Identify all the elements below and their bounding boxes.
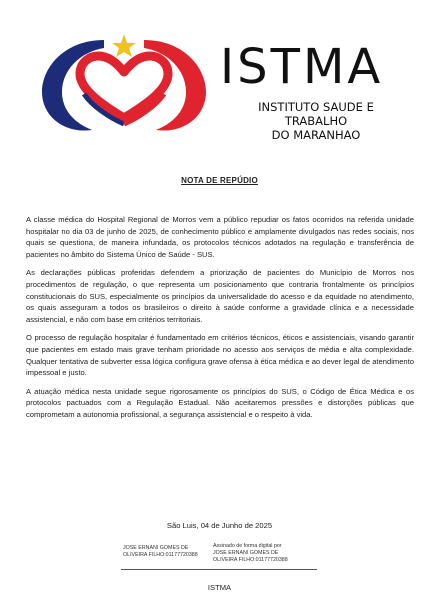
paragraph-2: As declarações públicas proferidas defendem a priorização de pacientes do Município de Morros nos procedimentos de regulação, o que representa um posicionamento que contraria frontalmente os princípios constitucionais do SUS, especialmente os princípios da universalidade do acesso e da equidade no atendimento, os quais asseguram a todos os brasileiros o direito à saúde conforme a gravidade clínica e a necessidade assistencial, e não com base em critérios territoriais. (26, 268, 414, 324)
signature-name (123, 545, 198, 559)
paragraph-1: A classe médica do Hospital Regional de Morros vem a público repudiar os fatos ocorridos na referida unidade hospitalar no dia 03 de junho de 2025, de conhecimento público e amplamente divulgados nas redes sociais, nos quais se questiona, de maneira infundada, os protocolos técnicos adotados na regulação e transferência de pacientes no âmbito do Sistema Único de Saúde - SUS. (26, 215, 414, 259)
letterhead (0, 0, 439, 150)
brand-name: ISTMA (220, 39, 384, 95)
signature-line (121, 569, 317, 570)
footer-label: ISTMA (207, 583, 232, 592)
signature-name-line2: OLIVEIRA FILHO:01177720388 (123, 552, 198, 558)
paragraph-4: A atuação médica nesta unidade segue rigorosamente os princípios do SUS, o Código de Ética Médica e os protocolos pactuados com a Regulação Estadual. Não aceitaremos pressões e distorções públicas que comprometam a autonomia profissional, a segurança assistencial e o respeito à vida. (26, 386, 414, 419)
brand-block (220, 40, 420, 142)
document-title: NOTA DE REPÚDIO (181, 176, 258, 185)
paragraph-3: O processo de regulação hospitalar é fundamentado em critérios técnicos, éticos e assistenciais, visando garantir que pacientes em estado mais grave tenham prioridade no acesso aos serviços de média e alta complexidade. Qualquer tentativa de subverter essa lógica configura grave ofensa à ética médica e ao dever legal de atendimento impessoal e justo. (26, 333, 414, 378)
signature-name-line1: JOSE ERNANI GOMES DE (123, 545, 189, 551)
brand-subtitle-line2: DO MARANHAO (271, 128, 361, 142)
digital-signature-line2: JOSE ERNANI GOMES DE (213, 550, 279, 556)
istma-heart-logo-icon (34, 26, 214, 136)
document-body (26, 214, 414, 428)
brand-subtitle-line1: INSTITUTO SAUDE E TRABALHO (258, 100, 374, 128)
date-line: São Luis, 04 de Junho de 2025 (166, 521, 273, 530)
digital-signature-line3: OLIVEIRA FILHO:01177720388 (213, 557, 288, 563)
brand-subtitle (226, 100, 406, 142)
digital-signature-note (213, 543, 288, 564)
digital-signature-line1: Assinado de forma digital por (213, 543, 282, 549)
